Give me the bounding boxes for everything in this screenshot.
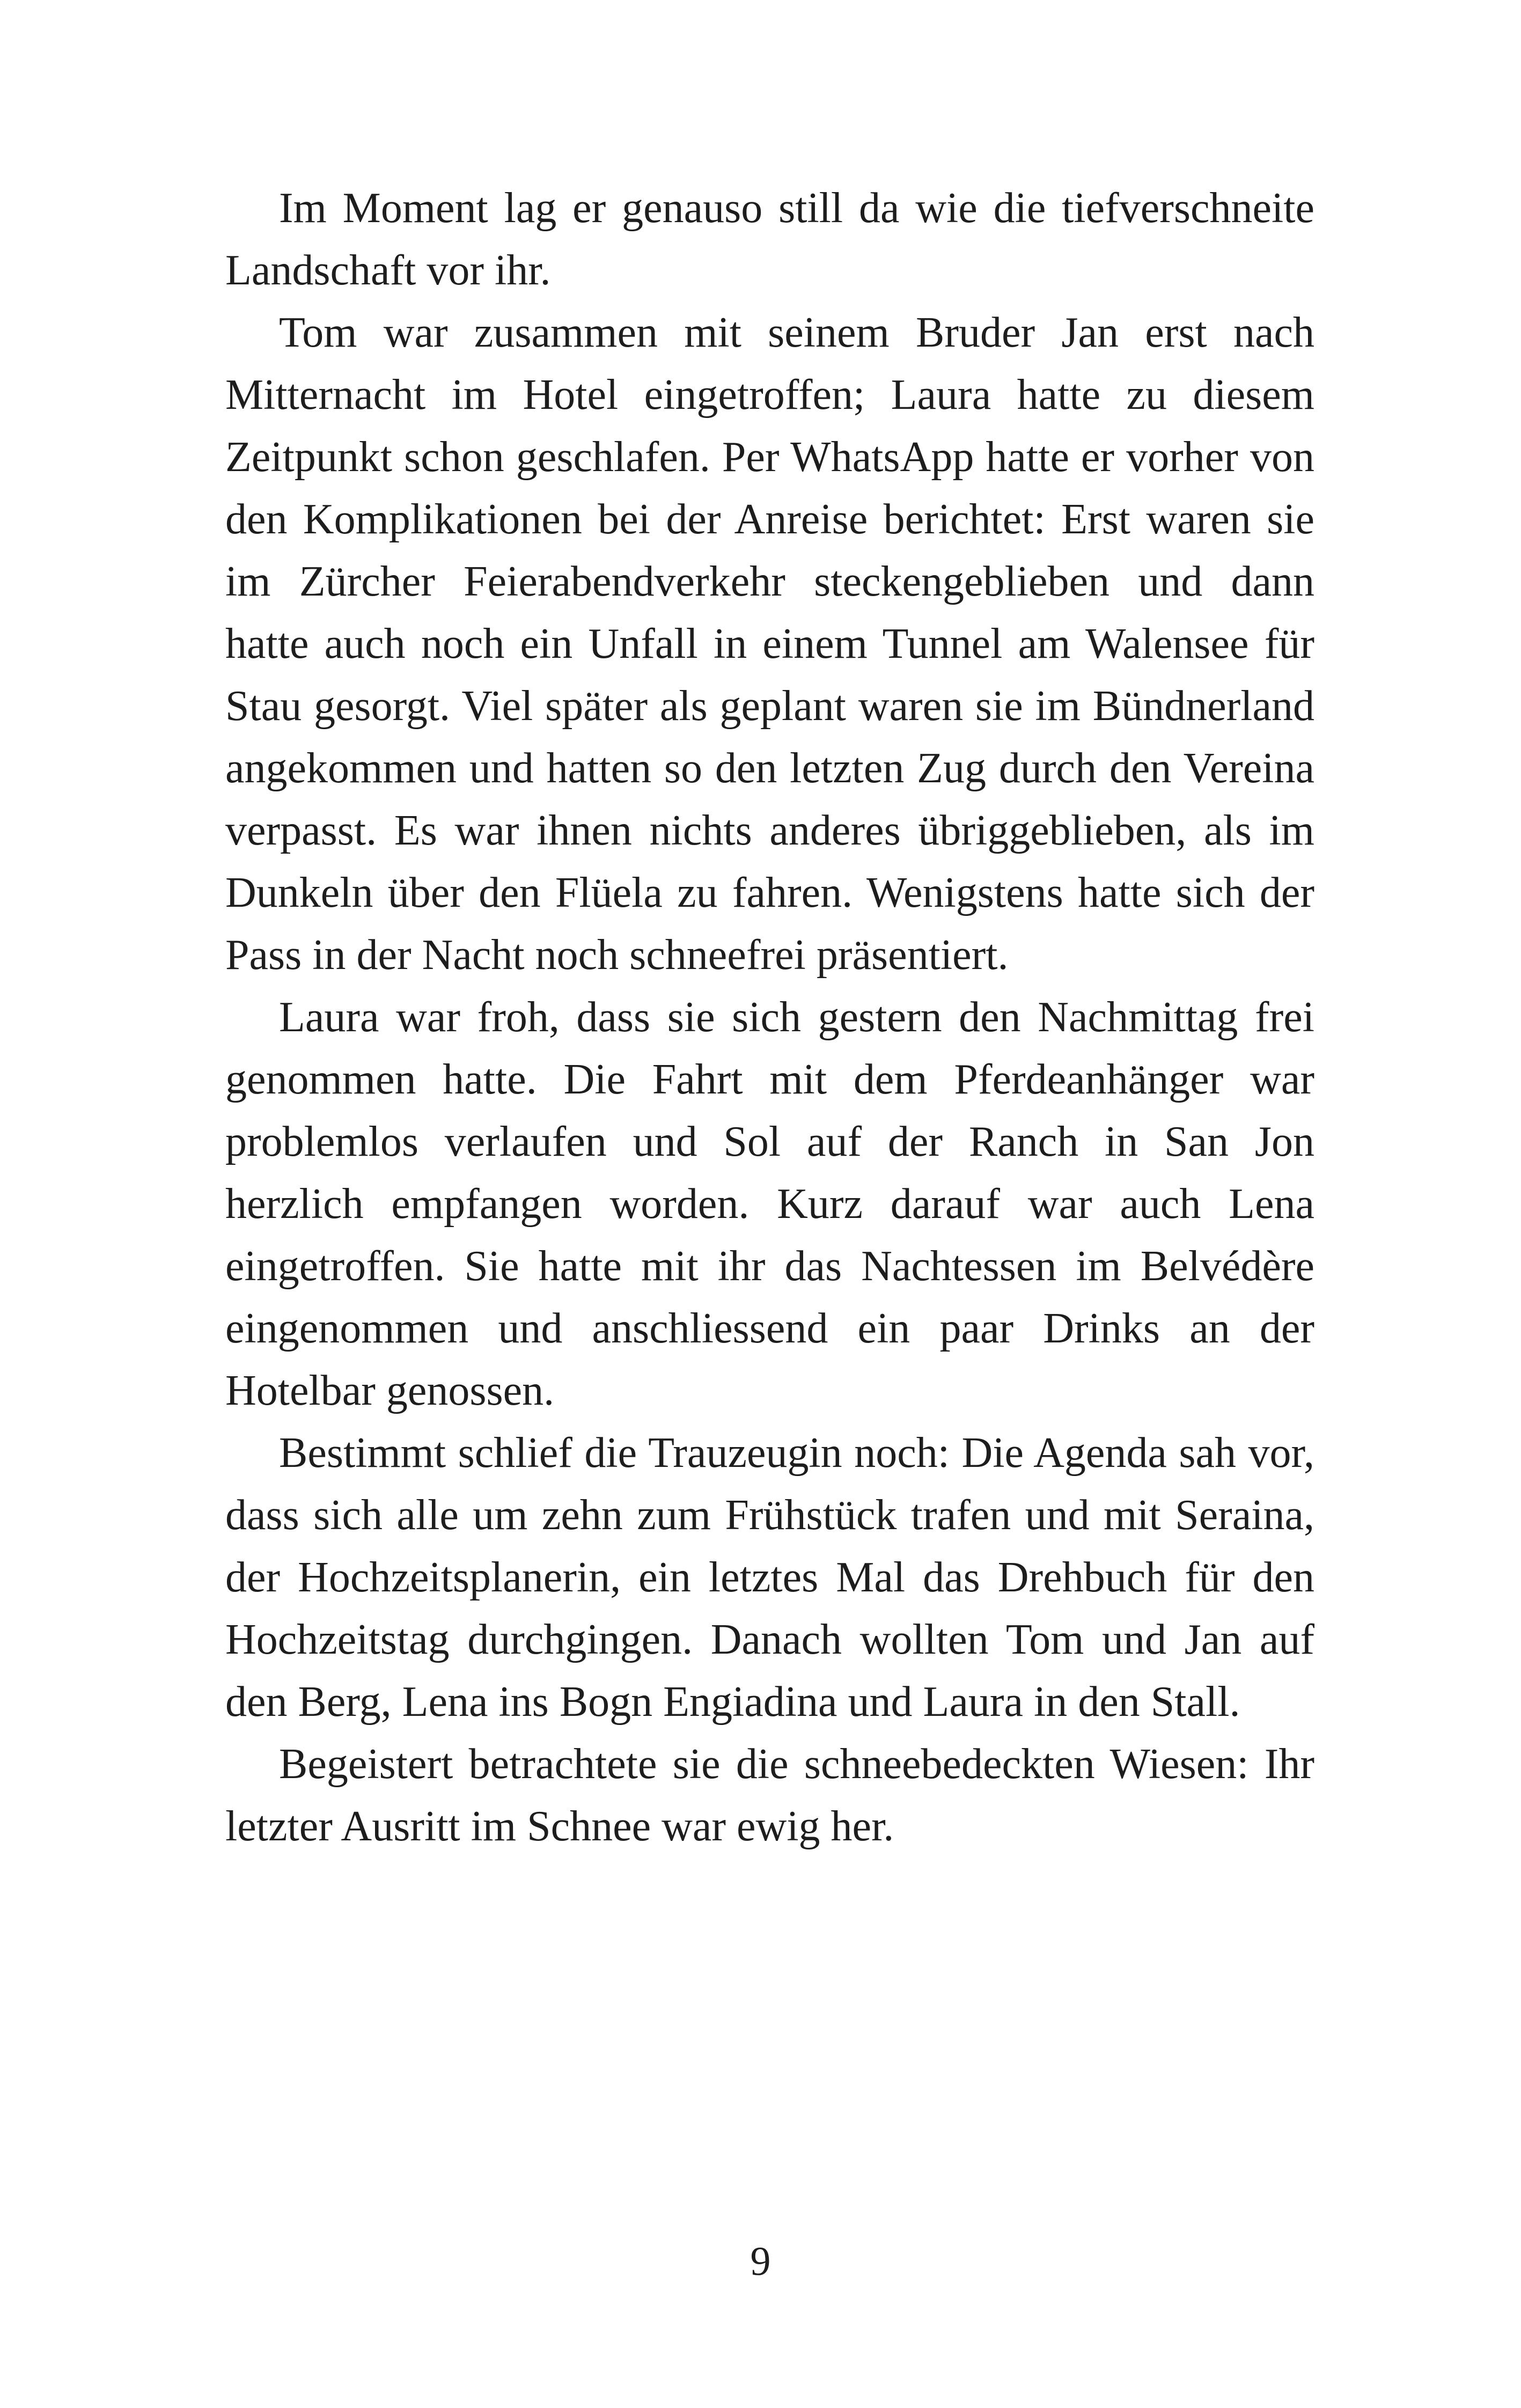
paragraph: Laura war froh, dass sie sich gestern den Nachmittag frei genommen hatte. Die Fahrt mit dem Pferdeanhänger war problemlos verlaufen und Sol auf der Ranch in San Jon herzlich empfangen worden. Kurz darauf war auch Lena eingetroffen. Sie hatte mit ihr das Nachtessen im Belvédère eingenommen und anschliessend ein paar Drinks an der Hotelbar genossen. [225, 994, 1314, 1414]
page-number: 9 [750, 2239, 771, 2284]
paragraph: Bestimmt schlief die Trauzeugin noch: Die Agenda sah vor, dass sich alle um zehn zum Frühstück trafen und mit Seraina, der Hochzeitsplanerin, ein letztes Mal das Drehbuch für den Hochzeitstag durchgingen. Danach wollten Tom und Jan auf den Berg, Lena ins Bogn Engiadina und Laura in den Stall. [225, 1429, 1314, 1726]
paragraph: Tom war zusammen mit seinem Bruder Jan erst nach Mitternacht im Hotel eingetroffen; Laura hatte zu diesem Zeitpunkt schon geschlafen. Per WhatsApp hatte er vorher von den Komplikationen bei der Anreise berichtet: Erst waren sie im Zürcher Feierabendverkehr steckengeblieben und dann hatte auch noch ein Unfall in einem Tunnel am Walensee für Stau gesorgt. Viel später als geplant waren sie im Bündnerland angekommen und hatten so den letzten Zug durch den Vereina verpasst. Es war ihnen nichts anderes übriggeblieben, als im Dunkeln über den Flüela zu fahren. Wenigstens hatte sich der Pass in der Nacht noch schneefrei präsentiert. [225, 309, 1314, 979]
paragraph: Begeistert betrachtete sie die schneebedeckten Wiesen: Ihr letzter Ausritt im Schnee war ewig her. [225, 1741, 1314, 1850]
body-text [225, 177, 1314, 1858]
paragraph: Im Moment lag er genauso still da wie die tiefverschneite Landschaft vor ihr. [225, 185, 1314, 294]
